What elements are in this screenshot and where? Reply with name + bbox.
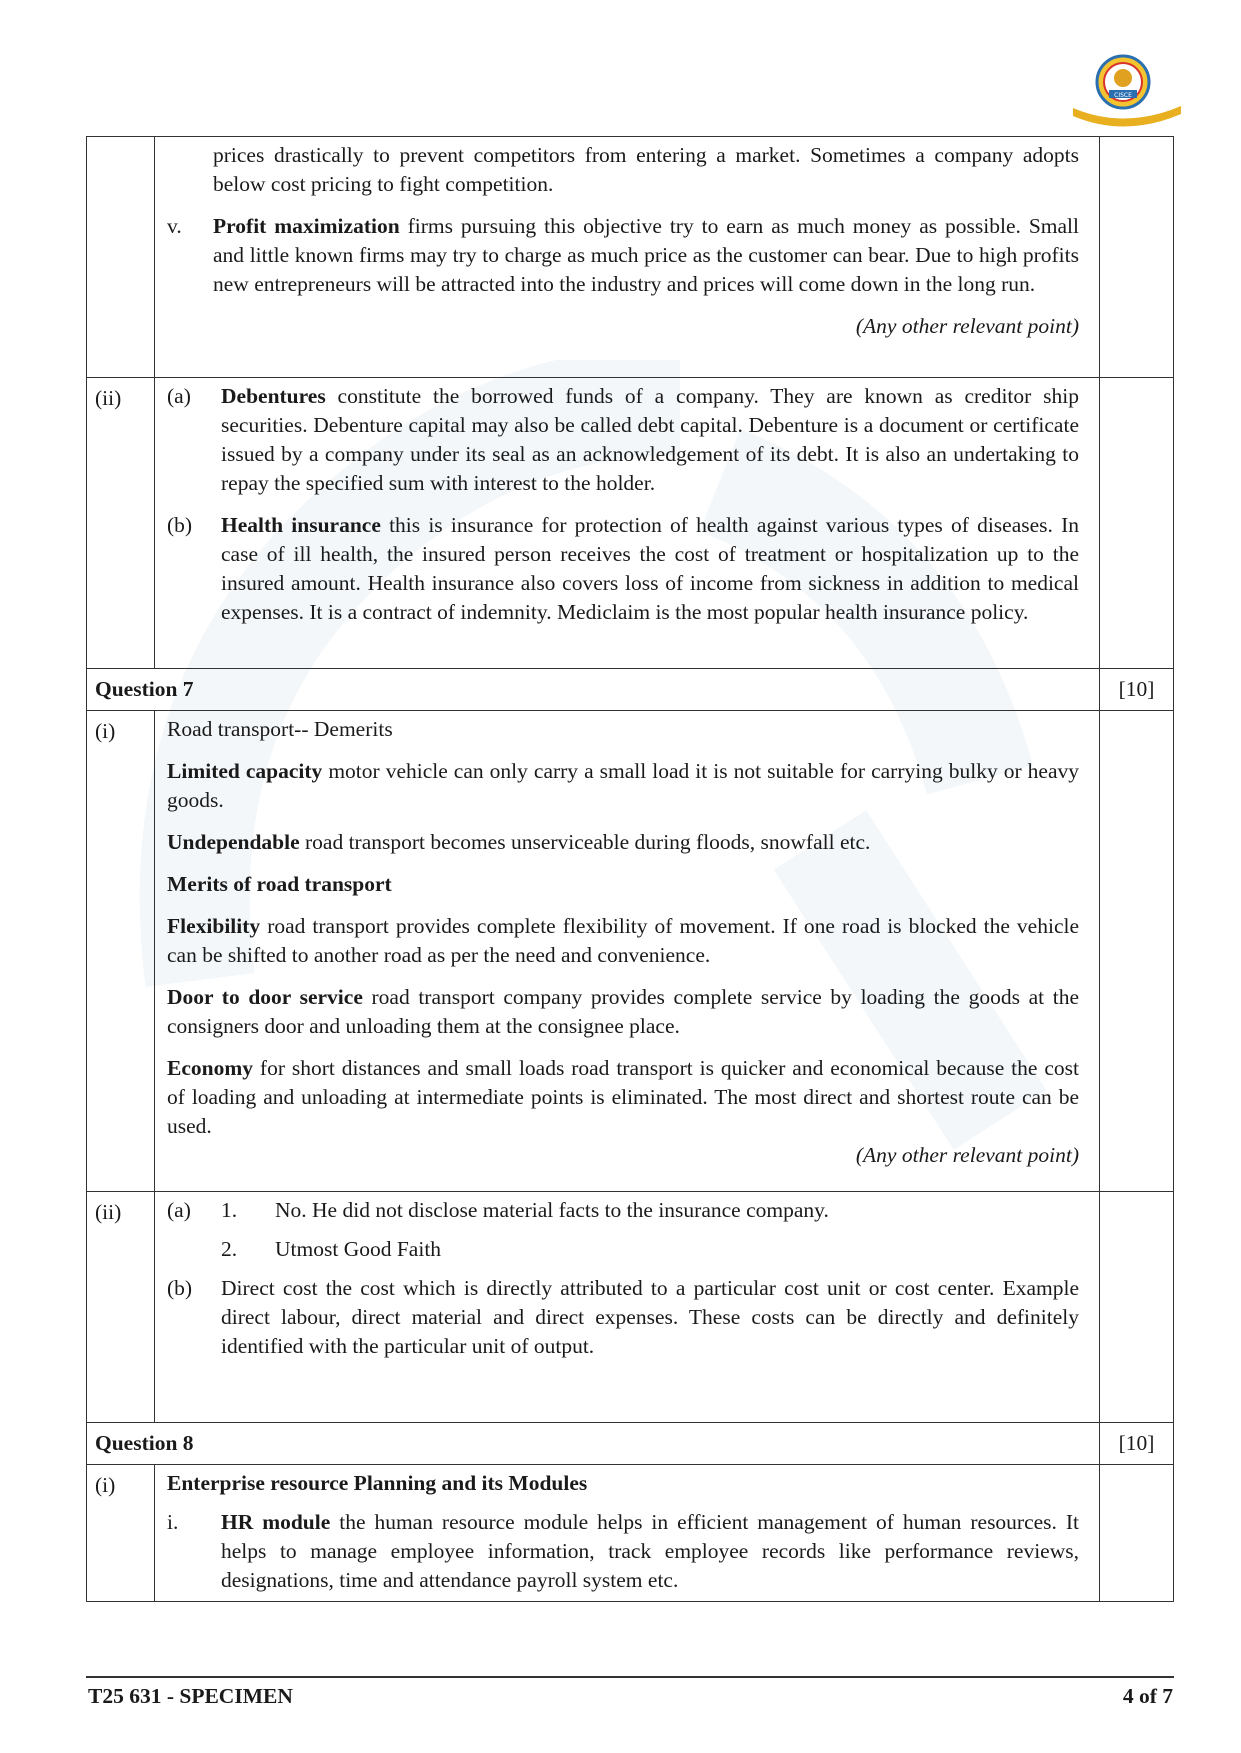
item-label: i. <box>167 1510 179 1534</box>
table-row <box>87 1465 1174 1602</box>
continued-text: prices drastically to prevent competitors from entering a market. Sometimes a company adopts below cost pricing to fight competition. <box>213 143 1079 196</box>
sub-question-label: (ii) <box>87 1192 155 1423</box>
question-title: Question 7 <box>87 669 1100 711</box>
health-insurance-text: Health insurance this is insurance for protection of health against various types of diseases. In case of ill health, the insured person receives the cost of treatment or hospitalization up to the insured amount. Health insurance also covers loss of income from sickness in addition to medical expenses. It is a contract of indemnity. Mediclaim is the most popular health insurance policy. <box>221 513 1079 624</box>
flexibility-text: Flexibility road transport provides complete flexibility of movement. If one road is blocked the vehicle can be shifted to another road as per the need and convenience. <box>167 914 1079 967</box>
cisce-logo <box>1065 50 1185 130</box>
sub-question-label: (ii) <box>87 378 155 669</box>
direct-cost-text: Direct cost the cost which is directly attributed to a particular cost unit or cost center. Example direct labour, direct material and direct expenses. These costs can be directly and definitely identified with the particular unit of output. <box>221 1276 1079 1358</box>
question-header-row <box>87 669 1174 711</box>
section-heading: Enterprise resource Planning and its Modules <box>167 1471 588 1495</box>
hr-module-text: HR module the human resource module helps in efficient management of human resources. It helps to manage employee information, track employee records like performance reviews, designations, time and attendance payroll system etc. <box>221 1510 1079 1592</box>
marking-scheme-table <box>86 136 1174 1602</box>
economy-text: Economy for short distances and small loads road transport is quicker and economical because the cost of loading and unloading at intermediate points is eliminated. The most direct and shortest route can be used. <box>167 1056 1079 1138</box>
question-title: Question 8 <box>87 1423 1100 1465</box>
part-label: (a) <box>167 1198 191 1222</box>
answer-text: Utmost Good Faith <box>275 1237 442 1261</box>
limited-capacity-text: Limited capacity motor vehicle can only carry a small load it is not suitable for carrying bulky or heavy goods. <box>167 759 1079 812</box>
table-row <box>87 378 1174 669</box>
page-number: 4 of 7 <box>1122 1684 1173 1708</box>
item-number: 1. <box>221 1198 238 1222</box>
relevant-point-note: (Any other relevant point) <box>855 1143 1079 1167</box>
question-header-row <box>87 1423 1174 1465</box>
merits-heading: Merits of road transport <box>167 872 392 896</box>
table-row <box>87 137 1174 378</box>
question-marks: [10] <box>1100 1423 1174 1465</box>
item-label: v. <box>167 214 182 238</box>
profit-maximization-text: Profit maximization firms pursuing this objective try to earn as much money as possible. Small and little known firms may try to charge as much price as the customer can bear. Due to high profits new entrepreneurs will be attracted into the industry and prices will come down in the long run. <box>213 214 1080 296</box>
answer-text: No. He did not disclose material facts to the insurance company. <box>275 1198 829 1222</box>
door-to-door-text: Door to door service road transport company provides complete service by loading the goods at the consigners door and unloading them at the consignee place. <box>167 985 1079 1038</box>
relevant-point-note: (Any other relevant point) <box>855 314 1079 338</box>
part-label: (b) <box>167 1276 193 1300</box>
item-number: 2. <box>221 1237 238 1261</box>
table-row <box>87 711 1174 1192</box>
sub-question-label: (i) <box>87 711 155 1192</box>
part-label: (b) <box>167 513 193 537</box>
part-label: (a) <box>167 384 191 408</box>
footer-divider <box>86 1676 1174 1678</box>
undependable-text: Undependable road transport becomes unserviceable during floods, snowfall etc. <box>167 830 871 854</box>
debentures-text: Debentures constitute the borrowed funds of a company. They are known as creditor ship securities. Debenture capital may also be called debt capital. Debenture is a document or certificate issued by a company under its seal as an acknowledgement of its debt. It is also an undertaking to repay the specified sum with interest to the holder. <box>221 384 1079 495</box>
sub-question-label: (i) <box>87 1465 155 1602</box>
footer-code: T25 631 - SPECIMEN <box>88 1684 293 1708</box>
table-row <box>87 1192 1174 1423</box>
question-marks: [10] <box>1100 669 1174 711</box>
logo-text: CISCE <box>1114 92 1132 99</box>
section-heading: Road transport-- Demerits <box>167 717 393 741</box>
